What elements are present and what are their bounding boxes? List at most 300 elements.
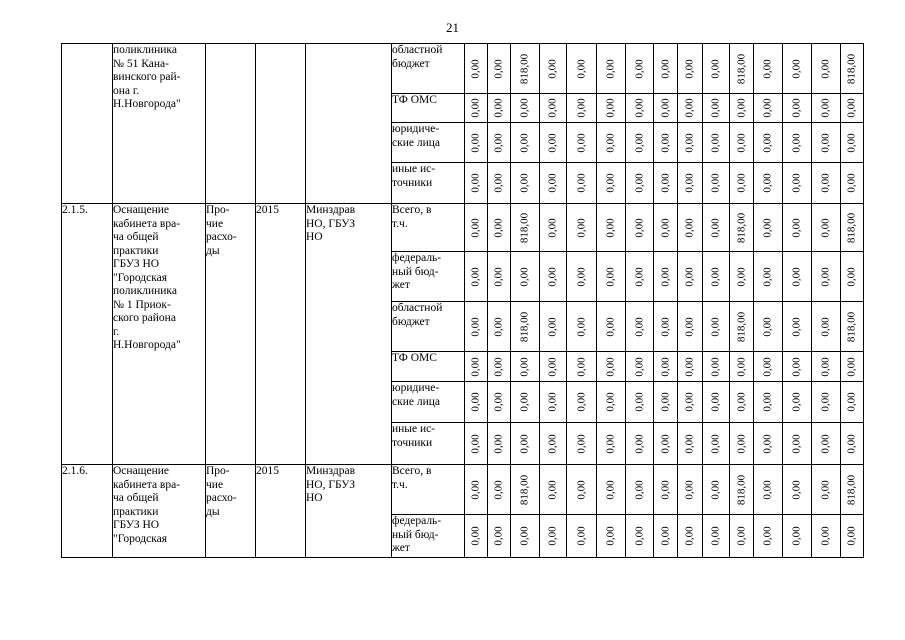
value-cell <box>654 94 678 123</box>
value-text: 0,00 <box>546 266 559 287</box>
value-cell <box>511 163 540 204</box>
value-cell <box>540 515 567 558</box>
value-cell <box>488 423 511 465</box>
value-cell <box>597 382 626 423</box>
value-cell <box>812 252 841 302</box>
value-text: 0,00 <box>469 479 482 500</box>
value-text: 0,00 <box>546 217 559 238</box>
value-text: 0,00 <box>735 526 747 546</box>
value-cell <box>678 204 703 252</box>
value-text: 0,00 <box>469 356 482 377</box>
value-cell <box>465 423 488 465</box>
value-cell <box>678 515 703 558</box>
value-text: 0,00 <box>845 173 858 193</box>
value-cell <box>703 163 730 204</box>
value-text: 0,00 <box>546 526 559 546</box>
item-executor <box>306 44 392 204</box>
value-cell <box>678 382 703 423</box>
value-text: 0,00 <box>659 58 671 79</box>
funding-source: ТФ ОМС <box>392 352 465 382</box>
page-number: 21 <box>446 20 459 35</box>
value-cell <box>812 465 841 515</box>
value-text: 0,00 <box>575 526 587 546</box>
value-text: 0,00 <box>709 217 722 238</box>
value-cell <box>511 44 540 94</box>
value-text: 0,00 <box>761 392 774 412</box>
value-cell <box>754 123 783 163</box>
value-text: 0,00 <box>469 217 482 238</box>
value-cell <box>465 382 488 423</box>
value-cell <box>703 382 730 423</box>
value-text: 0,00 <box>683 58 696 79</box>
value-cell <box>812 515 841 558</box>
value-cell <box>812 352 841 382</box>
value-cell <box>783 252 812 302</box>
value-cell <box>812 123 841 163</box>
value-text: 0,00 <box>709 479 722 500</box>
value-cell <box>703 94 730 123</box>
value-text: 0,00 <box>709 173 722 193</box>
value-text: 0,00 <box>575 132 587 153</box>
funding-source: федераль- ный бюд- жет <box>392 252 465 302</box>
budget-table <box>61 43 864 558</box>
value-text: 0,00 <box>845 98 858 118</box>
value-cell <box>626 465 654 515</box>
value-cell <box>654 204 678 252</box>
value-cell <box>783 123 812 163</box>
value-cell <box>841 163 864 204</box>
value-cell <box>540 382 567 423</box>
value-cell <box>597 123 626 163</box>
value-text: 0,00 <box>761 98 774 118</box>
value-text: 0,00 <box>659 479 671 500</box>
value-text: 0,00 <box>633 479 645 500</box>
value-cell <box>597 352 626 382</box>
value-cell <box>488 515 511 558</box>
value-text: 0,00 <box>604 266 617 287</box>
value-cell <box>597 465 626 515</box>
value-cell <box>597 423 626 465</box>
value-text: 0,00 <box>633 526 645 546</box>
value-text: 0,00 <box>761 58 774 79</box>
item-code <box>62 44 113 204</box>
value-text: 0,00 <box>575 217 587 238</box>
value-text: 0,00 <box>492 356 505 377</box>
value-cell <box>511 465 540 515</box>
table-row <box>62 465 864 515</box>
value-cell <box>754 94 783 123</box>
value-text: 818,00 <box>735 311 747 342</box>
value-text: 0,00 <box>659 526 671 546</box>
value-cell <box>597 94 626 123</box>
value-text: 0,00 <box>761 356 774 377</box>
value-cell <box>703 44 730 94</box>
value-text: 0,00 <box>518 433 531 454</box>
value-cell <box>567 94 597 123</box>
value-cell <box>783 423 812 465</box>
value-cell <box>754 515 783 558</box>
value-text: 0,00 <box>518 526 531 546</box>
value-text: 0,00 <box>575 266 587 287</box>
value-cell <box>730 382 754 423</box>
value-text: 0,00 <box>633 266 645 287</box>
value-text: 0,00 <box>761 132 774 153</box>
value-cell <box>597 515 626 558</box>
value-cell <box>511 252 540 302</box>
value-cell <box>465 302 488 352</box>
value-text: 0,00 <box>819 132 832 153</box>
value-text: 0,00 <box>709 433 722 454</box>
value-cell <box>567 44 597 94</box>
value-text: 0,00 <box>845 266 858 287</box>
value-text: 0,00 <box>604 58 617 79</box>
value-cell <box>567 423 597 465</box>
value-cell <box>841 382 864 423</box>
value-text: 0,00 <box>546 58 559 79</box>
value-cell <box>703 423 730 465</box>
value-cell <box>626 515 654 558</box>
value-cell <box>654 44 678 94</box>
value-text: 0,00 <box>518 266 531 287</box>
value-text: 0,00 <box>469 433 482 454</box>
value-cell <box>783 465 812 515</box>
value-cell <box>730 302 754 352</box>
value-text: 0,00 <box>633 392 645 412</box>
value-text: 0,00 <box>492 266 505 287</box>
value-cell <box>465 123 488 163</box>
value-cell <box>626 382 654 423</box>
value-cell <box>730 204 754 252</box>
value-cell <box>654 382 678 423</box>
value-text: 0,00 <box>761 173 774 193</box>
value-text: 0,00 <box>790 98 803 118</box>
value-text: 0,00 <box>819 356 832 377</box>
value-text: 0,00 <box>575 58 587 79</box>
value-cell <box>540 94 567 123</box>
value-cell <box>567 382 597 423</box>
value-text: 818,00 <box>845 474 858 505</box>
value-cell <box>511 352 540 382</box>
value-text: 0,00 <box>492 98 505 118</box>
value-text: 0,00 <box>683 526 696 546</box>
value-text: 0,00 <box>790 217 803 238</box>
value-text: 0,00 <box>633 98 645 118</box>
value-cell <box>597 302 626 352</box>
value-cell <box>654 302 678 352</box>
value-cell <box>754 465 783 515</box>
value-cell <box>730 352 754 382</box>
expense-type <box>206 44 256 204</box>
value-cell <box>540 252 567 302</box>
value-text: 0,00 <box>683 98 696 118</box>
value-cell <box>730 44 754 94</box>
value-text: 0,00 <box>790 58 803 79</box>
value-cell <box>783 204 812 252</box>
value-cell <box>678 252 703 302</box>
value-text: 0,00 <box>735 132 747 153</box>
funding-source: Всего, в т.ч. <box>392 204 465 252</box>
value-text: 0,00 <box>575 433 587 454</box>
value-cell <box>783 382 812 423</box>
value-text: 0,00 <box>790 392 803 412</box>
value-cell <box>567 465 597 515</box>
value-cell <box>812 302 841 352</box>
value-cell <box>511 382 540 423</box>
item-year <box>256 44 306 204</box>
value-cell <box>841 465 864 515</box>
value-text: 0,00 <box>546 479 559 500</box>
value-text: 0,00 <box>659 98 671 118</box>
value-text: 0,00 <box>492 58 505 79</box>
value-text: 0,00 <box>819 392 832 412</box>
value-cell <box>567 252 597 302</box>
value-cell <box>465 163 488 204</box>
value-text: 0,00 <box>518 392 531 412</box>
value-cell <box>678 44 703 94</box>
value-text: 0,00 <box>492 433 505 454</box>
value-cell <box>783 302 812 352</box>
value-text: 0,00 <box>683 132 696 153</box>
value-cell <box>597 204 626 252</box>
funding-source: иные ис- точники <box>392 163 465 204</box>
item-name: Оснащение кабинета вра- ча общей практики ГБУЗ НО "Городская <box>113 465 206 558</box>
value-text: 0,00 <box>709 266 722 287</box>
value-cell <box>841 123 864 163</box>
value-text: 818,00 <box>518 53 531 84</box>
value-text: 0,00 <box>683 266 696 287</box>
expense-type: Про- чие расхо- ды <box>206 465 256 558</box>
item-year: 2015 <box>256 204 306 465</box>
item-executor: Минздрав НО, ГБУЗ НО <box>306 204 392 465</box>
value-text: 0,00 <box>683 356 696 377</box>
value-cell <box>812 94 841 123</box>
value-cell <box>626 44 654 94</box>
value-cell <box>754 44 783 94</box>
value-text: 0,00 <box>633 217 645 238</box>
value-cell <box>597 252 626 302</box>
value-cell <box>730 123 754 163</box>
item-executor: Минздрав НО, ГБУЗ НО <box>306 465 392 558</box>
value-text: 0,00 <box>790 132 803 153</box>
value-cell <box>626 163 654 204</box>
value-cell <box>730 423 754 465</box>
value-cell <box>678 352 703 382</box>
value-cell <box>540 123 567 163</box>
value-text: 0,00 <box>546 98 559 118</box>
value-text: 0,00 <box>575 392 587 412</box>
value-text: 0,00 <box>546 433 559 454</box>
value-cell <box>654 515 678 558</box>
value-text: 0,00 <box>469 266 482 287</box>
funding-source: иные ис- точники <box>392 423 465 465</box>
value-text: 0,00 <box>659 217 671 238</box>
value-cell <box>597 44 626 94</box>
value-cell <box>841 423 864 465</box>
value-text: 0,00 <box>659 356 671 377</box>
value-text: 0,00 <box>604 356 617 377</box>
value-text: 0,00 <box>845 132 858 153</box>
value-text: 818,00 <box>845 53 858 84</box>
value-cell <box>812 382 841 423</box>
value-cell <box>540 352 567 382</box>
value-text: 818,00 <box>518 311 531 342</box>
item-year: 2015 <box>256 465 306 558</box>
value-text: 818,00 <box>735 474 747 505</box>
value-cell <box>626 302 654 352</box>
value-text: 0,00 <box>469 132 482 153</box>
value-cell <box>703 515 730 558</box>
value-cell <box>465 94 488 123</box>
value-text: 0,00 <box>492 132 505 153</box>
expense-type: Про- чие расхо- ды <box>206 204 256 465</box>
value-cell <box>783 44 812 94</box>
value-text: 0,00 <box>709 58 722 79</box>
value-text: 0,00 <box>469 98 482 118</box>
value-text: 0,00 <box>819 316 832 337</box>
value-cell <box>841 302 864 352</box>
value-text: 0,00 <box>604 526 617 546</box>
value-cell <box>567 515 597 558</box>
value-text: 0,00 <box>604 173 617 193</box>
value-text: 0,00 <box>761 526 774 546</box>
value-text: 0,00 <box>604 392 617 412</box>
value-cell <box>626 352 654 382</box>
value-cell <box>678 302 703 352</box>
value-cell <box>654 423 678 465</box>
item-code: 2.1.6. <box>62 465 113 558</box>
funding-source: юридиче- ские лица <box>392 382 465 423</box>
value-cell <box>703 204 730 252</box>
value-cell <box>511 423 540 465</box>
value-cell <box>567 352 597 382</box>
value-cell <box>730 163 754 204</box>
value-text: 0,00 <box>469 173 482 193</box>
funding-source: областной бюджет <box>392 302 465 352</box>
value-text: 0,00 <box>683 173 696 193</box>
value-cell <box>488 94 511 123</box>
value-cell <box>783 94 812 123</box>
value-text: 0,00 <box>659 392 671 412</box>
value-text: 0,00 <box>546 132 559 153</box>
value-cell <box>841 252 864 302</box>
value-text: 0,00 <box>819 526 832 546</box>
value-text: 0,00 <box>469 58 482 79</box>
value-text: 0,00 <box>790 316 803 337</box>
value-cell <box>488 382 511 423</box>
value-cell <box>754 382 783 423</box>
value-cell <box>540 163 567 204</box>
value-text: 0,00 <box>492 316 505 337</box>
value-text: 0,00 <box>604 217 617 238</box>
value-text: 0,00 <box>683 433 696 454</box>
value-text: 818,00 <box>845 311 858 342</box>
value-text: 0,00 <box>575 98 587 118</box>
value-cell <box>754 204 783 252</box>
value-cell <box>567 302 597 352</box>
value-cell <box>754 163 783 204</box>
funding-source: федераль- ный бюд- жет <box>392 515 465 558</box>
value-cell <box>678 465 703 515</box>
value-cell <box>841 94 864 123</box>
value-cell <box>841 204 864 252</box>
value-cell <box>511 204 540 252</box>
value-cell <box>465 465 488 515</box>
value-text: 818,00 <box>845 212 858 243</box>
value-cell <box>812 163 841 204</box>
value-text: 0,00 <box>546 356 559 377</box>
value-cell <box>812 204 841 252</box>
value-text: 0,00 <box>546 316 559 337</box>
value-cell <box>540 423 567 465</box>
value-text: 0,00 <box>735 392 747 412</box>
value-cell <box>567 123 597 163</box>
value-text: 0,00 <box>492 392 505 412</box>
value-cell <box>597 163 626 204</box>
value-cell <box>626 123 654 163</box>
value-cell <box>488 163 511 204</box>
value-text: 0,00 <box>659 433 671 454</box>
value-cell <box>540 465 567 515</box>
value-cell <box>654 352 678 382</box>
value-text: 0,00 <box>845 526 858 546</box>
value-text: 0,00 <box>761 433 774 454</box>
value-text: 0,00 <box>790 173 803 193</box>
value-text: 0,00 <box>659 173 671 193</box>
value-cell <box>488 204 511 252</box>
value-cell <box>783 163 812 204</box>
value-cell <box>626 204 654 252</box>
value-text: 0,00 <box>761 217 774 238</box>
value-cell <box>626 252 654 302</box>
value-cell <box>654 465 678 515</box>
value-text: 0,00 <box>790 266 803 287</box>
value-cell <box>754 302 783 352</box>
value-text: 0,00 <box>819 58 832 79</box>
value-cell <box>567 204 597 252</box>
value-text: 0,00 <box>518 132 531 153</box>
value-cell <box>754 252 783 302</box>
funding-source: Всего, в т.ч. <box>392 465 465 515</box>
value-text: 0,00 <box>492 173 505 193</box>
value-text: 0,00 <box>819 266 832 287</box>
value-cell <box>812 423 841 465</box>
value-cell <box>703 465 730 515</box>
value-cell <box>783 515 812 558</box>
value-cell <box>703 302 730 352</box>
value-cell <box>465 252 488 302</box>
value-text: 0,00 <box>761 316 774 337</box>
value-text: 0,00 <box>659 266 671 287</box>
value-text: 0,00 <box>790 526 803 546</box>
value-cell <box>540 302 567 352</box>
value-cell <box>678 94 703 123</box>
funding-source: ТФ ОМС <box>392 94 465 123</box>
value-text: 0,00 <box>575 479 587 500</box>
value-text: 0,00 <box>492 217 505 238</box>
value-cell <box>703 252 730 302</box>
value-cell <box>626 94 654 123</box>
value-cell <box>488 302 511 352</box>
value-text: 0,00 <box>518 356 531 377</box>
value-text: 0,00 <box>790 433 803 454</box>
value-text: 818,00 <box>518 474 531 505</box>
funding-source: юридиче- ские лица <box>392 123 465 163</box>
value-cell <box>703 352 730 382</box>
value-text: 0,00 <box>709 316 722 337</box>
value-text: 0,00 <box>709 98 722 118</box>
value-cell <box>465 515 488 558</box>
value-cell <box>511 94 540 123</box>
